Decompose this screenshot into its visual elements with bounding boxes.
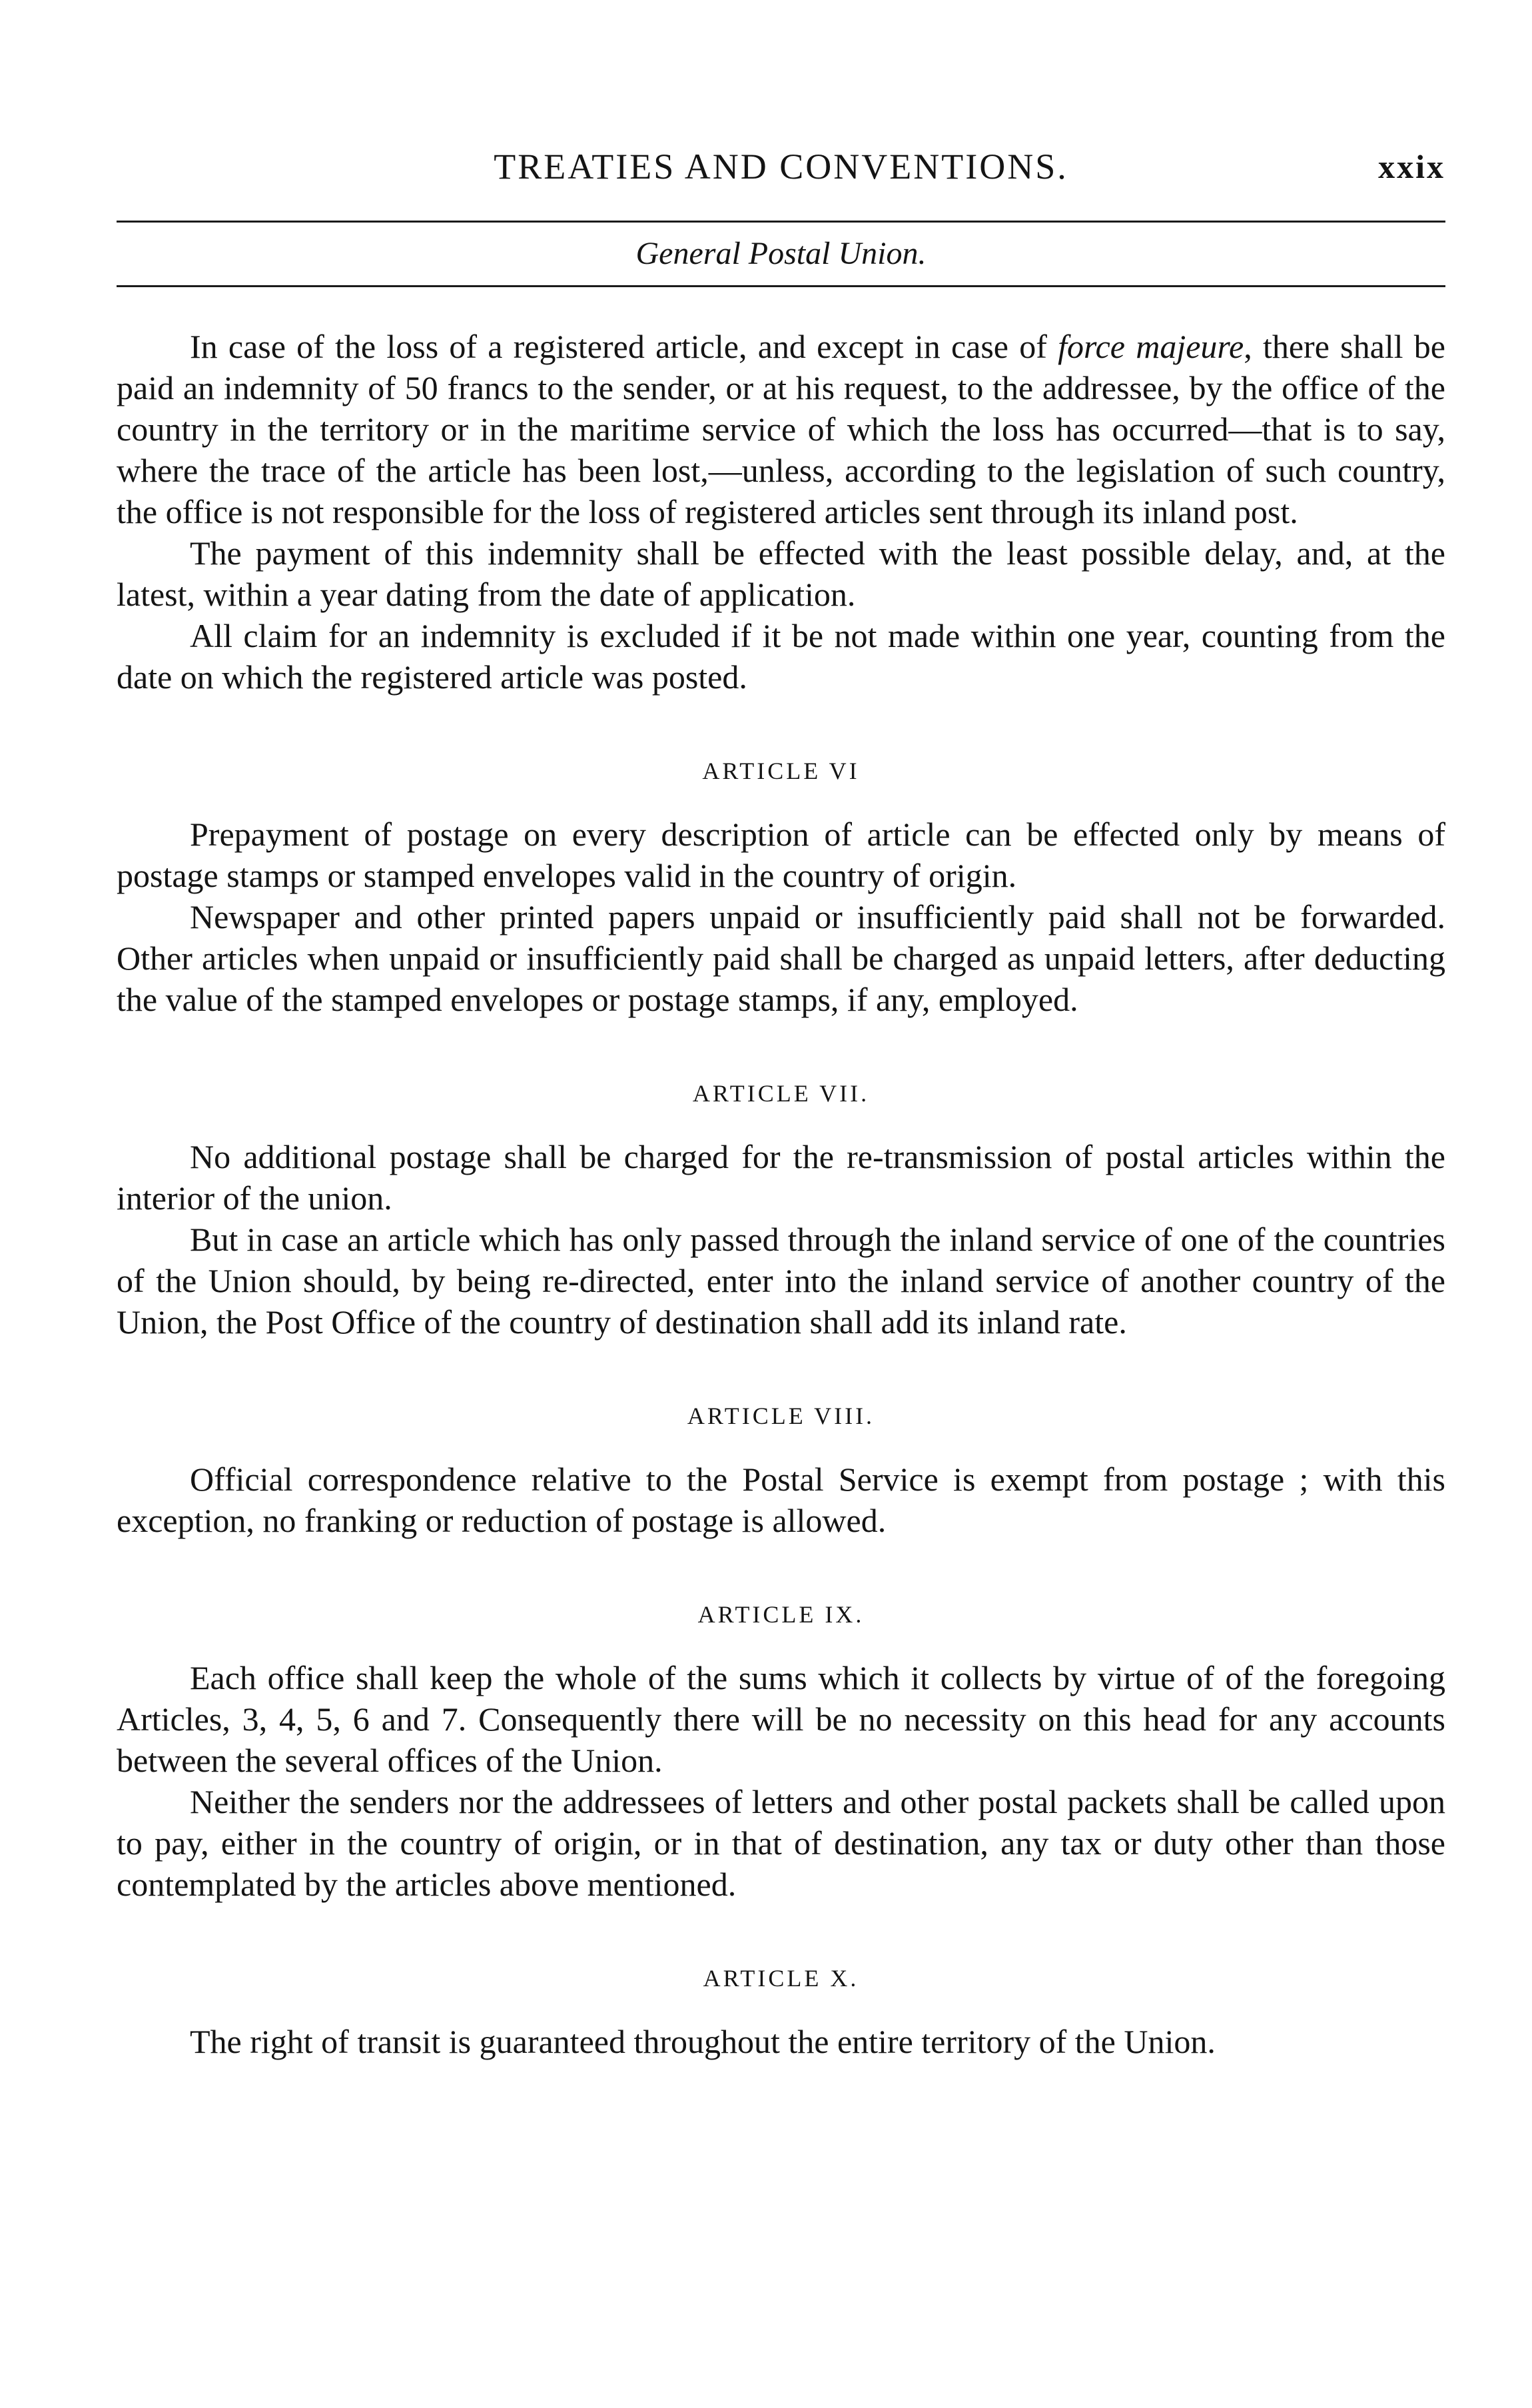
article-vi-paragraph-1: Prepayment of postage on every description of article can be effected only by means of postage stamps or stamped envelopes valid in the country of origin. — [117, 816, 1445, 894]
header-rule-bottom — [117, 285, 1445, 287]
intro-paragraph-1 — [117, 326, 1445, 532]
page-number: xxix — [1378, 148, 1445, 185]
running-title: TREATIES AND CONVENTIONS. — [494, 147, 1068, 187]
article-ix-paragraph-1: Each office shall keep the whole of the sums which it collects by virtue of of the foregoing Articles, 3, 4, 5, 6 and 7. Consequently there will be no necessity on this head for any accounts between the several offices of the Union. — [117, 1659, 1445, 1779]
article-vii-paragraph-2: But in case an article which has only passed through the inland service of one of the countries of the Union should, by being re-directed, enter into the inland service of another country of the Union, the Post Office of the country of destination shall add its inland rate. — [117, 1221, 1445, 1341]
section-title: General Postal Union. — [635, 236, 927, 271]
article-vii-paragraph-1: No additional postage shall be charged for the re-transmission of postal articles within the interior of the union. — [117, 1138, 1445, 1217]
document-page — [117, 137, 1445, 2062]
article-viii-paragraph-1: Official correspondence relative to the Postal Service is exempt from postage ; with this exception, no franking or reduction of postage is allowed. — [117, 1461, 1445, 1539]
running-head — [117, 137, 1445, 197]
intro-p1-text-cont: , there shall be paid an indemnity of 50 francs to the sender, or at his request, to the addressee, by the office of the country in the territory or in the maritime service of which the loss has occurred—that is to say, where the trace of the article has been lost,—unless, according to the legislation of such country, the office is not responsible for the loss of registered articles sent through its inland post. — [117, 328, 1445, 530]
intro-p1-text: In case of the loss of a registered article, and except in case of — [190, 328, 1058, 365]
article-x-heading: ARTICLE X. — [703, 1965, 859, 1992]
intro-paragraph-3: All claim for an indemnity is excluded if it be not made within one year, counting from the date on which the registered article was posted. — [117, 617, 1445, 696]
article-ix-heading: ARTICLE IX. — [697, 1601, 865, 1628]
article-vii-heading: ARTICLE VII. — [692, 1080, 870, 1107]
intro-paragraph-2: The payment of this indemnity shall be effected with the least possible delay, and, at the latest, within a year dating from the date of application. — [117, 534, 1445, 613]
body-text — [117, 326, 1445, 2062]
article-vi-heading: ARTICLE VI — [702, 758, 860, 784]
article-vi-paragraph-2: Newspaper and other printed papers unpaid or insufficiently paid shall not be forwarded. Other articles when unpaid or insufficiently paid shall be charged as unpaid letters, after deducting the value of the stamped envelopes or postage stamps, if any, employed. — [117, 898, 1445, 1018]
article-x-paragraph-1: The right of transit is guaranteed throughout the entire territory of the Union. — [190, 2023, 1216, 2060]
article-viii-heading: ARTICLE VIII. — [687, 1403, 875, 1429]
article-ix-paragraph-2: Neither the senders nor the addressees of letters and other postal packets shall be called upon to pay, either in the country of origin, or in that of destination, any tax or duty other than those contemplated by the articles above mentioned. — [117, 1783, 1445, 1903]
intro-p1-italic: force majeure — [1058, 328, 1244, 365]
